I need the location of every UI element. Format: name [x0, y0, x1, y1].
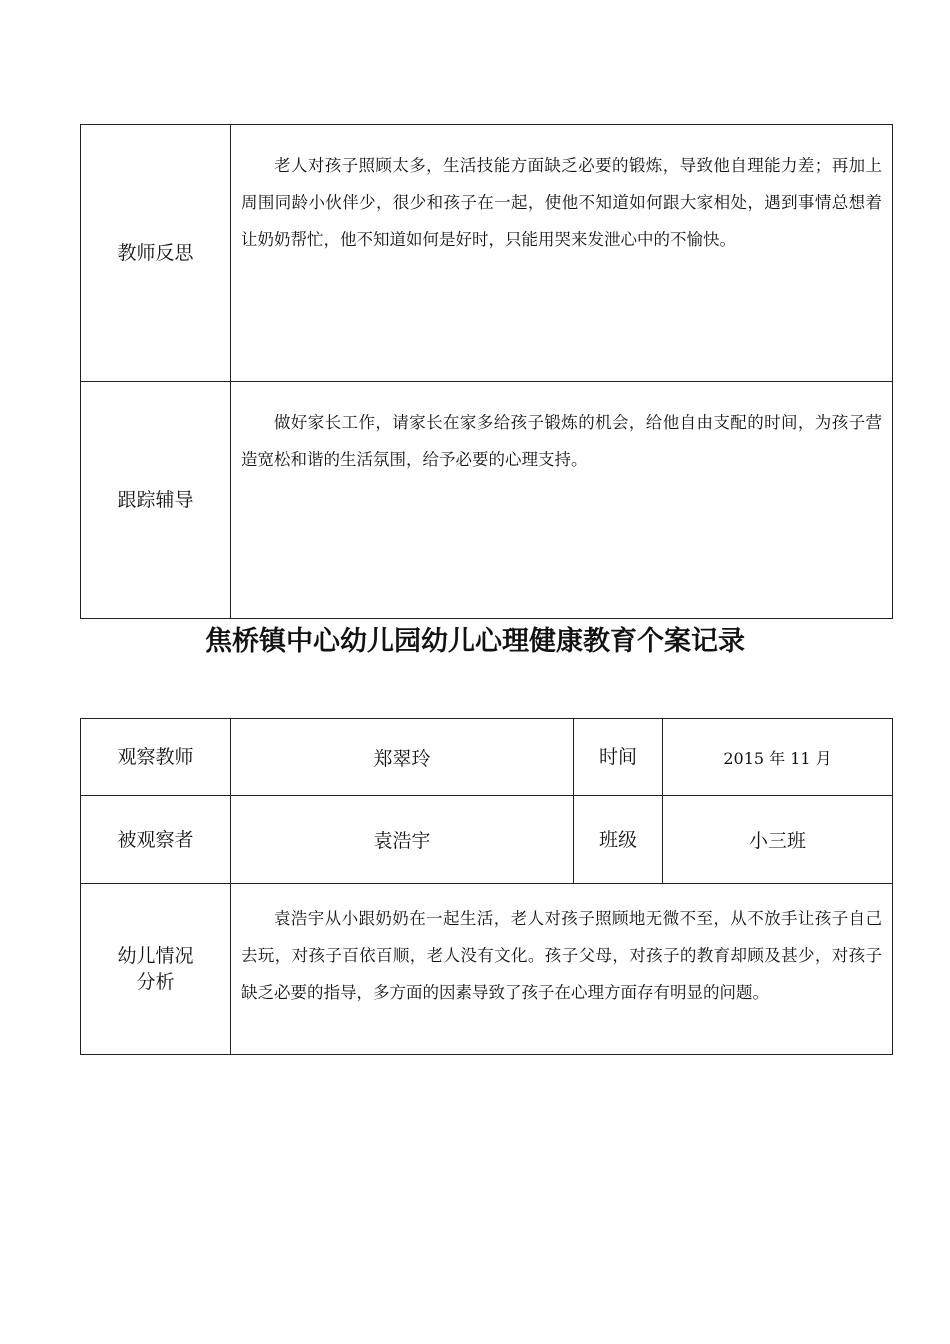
observer-value: 郑翠玲	[231, 719, 574, 796]
analysis-text: 袁浩宇从小跟奶奶在一起生活，老人对孩子照顾地无微不至，从不放手让孩子自己去玩，对孩子百依百顺，老人没有文化。孩子父母，对孩子的教育却顾及甚少，对孩子缺乏必要的指导，多方面的因素导致了孩子在心理方面存有明显的问题。	[241, 909, 882, 1002]
analysis-label-line1: 幼儿情况	[117, 945, 194, 967]
observer-row	[81, 719, 893, 796]
document-title: 焦桥镇中心幼儿园幼儿心理健康教育个案记录	[205, 626, 745, 657]
reflection-cell	[231, 125, 893, 382]
analysis-row	[81, 884, 893, 1055]
subject-label: 被观察者	[81, 796, 231, 884]
analysis-cell	[231, 884, 893, 1055]
analysis-label-line2: 分析	[136, 971, 175, 993]
class-value: 小三班	[663, 796, 893, 884]
time-value: 2015 年 11 月	[663, 719, 893, 796]
reflection-table	[80, 124, 893, 619]
tracking-row	[81, 382, 893, 619]
tracking-cell	[231, 382, 893, 619]
record-table	[80, 718, 893, 1055]
tracking-label: 跟踪辅导	[81, 382, 231, 619]
reflection-row	[81, 125, 893, 382]
reflection-text: 老人对孩子照顾太多，生活技能方面缺乏必要的锻炼，导致他自理能力差；再加上周围同龄小伙伴少，很少和孩子在一起，使他不知道如何跟大家相处，遇到事情总想着让奶奶帮忙，他不知道如何是好时，只能用哭来发泄心中的不愉快。	[241, 156, 882, 249]
time-label: 时间	[574, 719, 663, 796]
tracking-text: 做好家长工作，请家长在家多给孩子锻炼的机会，给他自由支配的时间，为孩子营造宽松和谐的生活氛围，给予必要的心理支持。	[241, 413, 882, 469]
subject-row	[81, 796, 893, 884]
observer-label: 观察教师	[81, 719, 231, 796]
class-label: 班级	[574, 796, 663, 884]
reflection-label: 教师反思	[81, 125, 231, 382]
subject-value: 袁浩宇	[231, 796, 574, 884]
analysis-label	[81, 884, 231, 1055]
